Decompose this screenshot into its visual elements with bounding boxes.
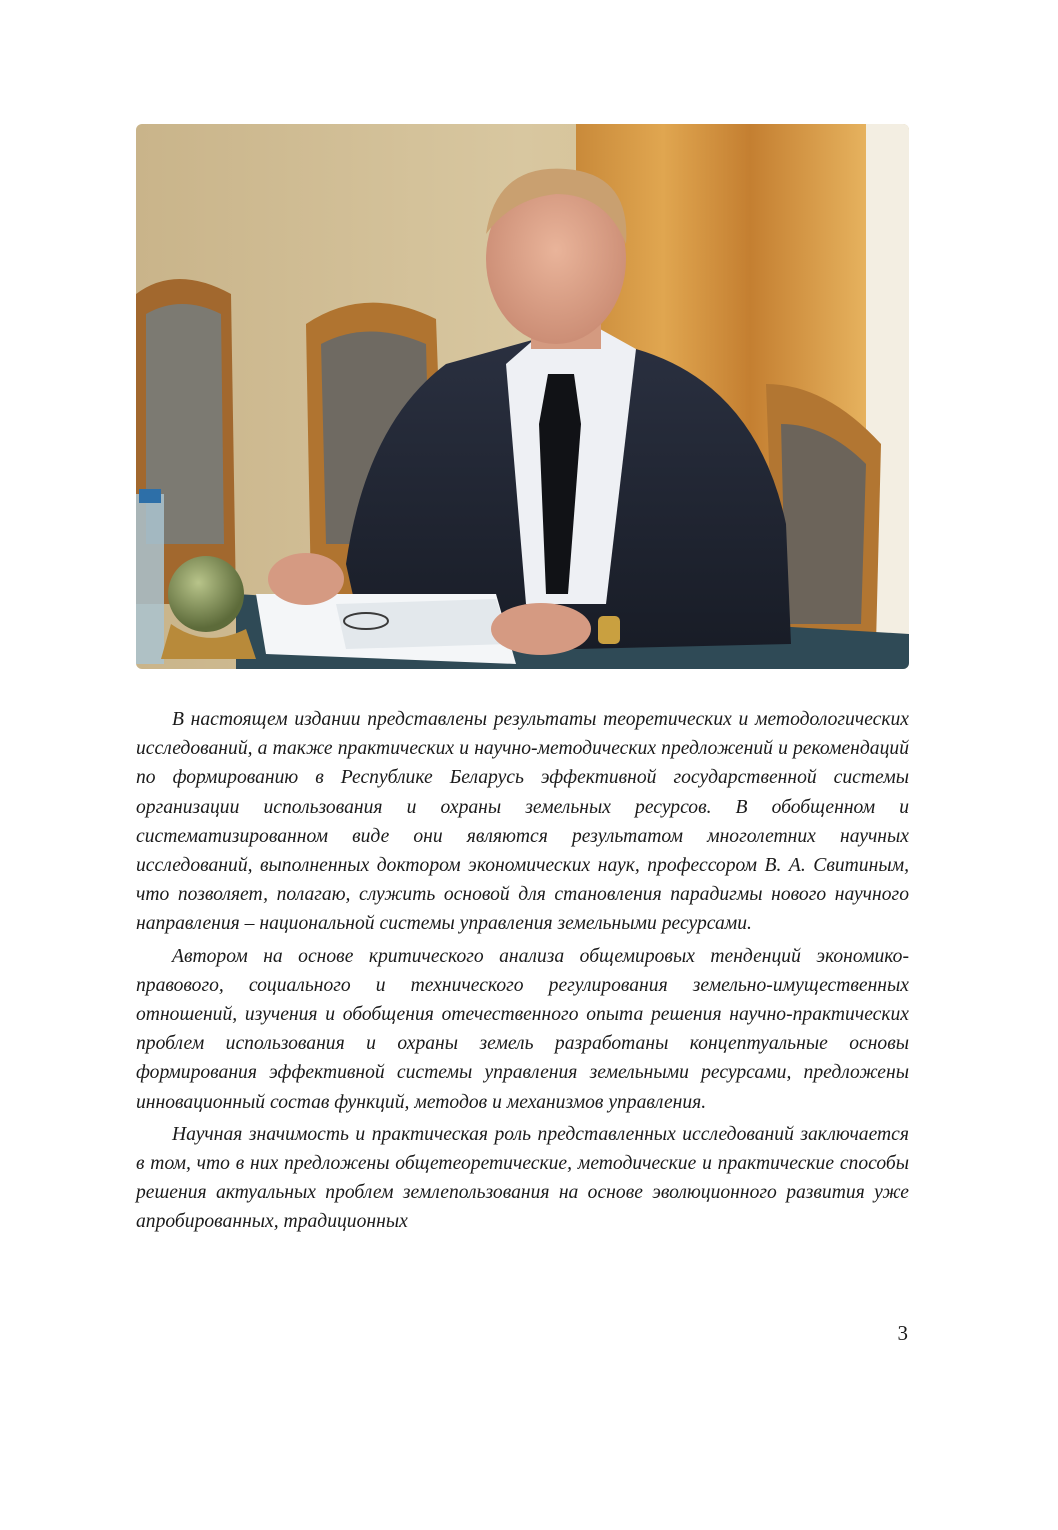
paragraph-2: Автором на основе критического анализа общемировых тенденций экономико-правового, социального и технического регулирования земельно-имущественных отношений, изучения и обобщения отечественного опыта решения научно-практических проблем использования и охраны земель разработаны концептуальные основы формирования эффективной системы управления земельными ресурсами, предложены инновационный состав функций, методов и механизмов управления. (136, 945, 909, 1113)
page-number: 3 (897, 1321, 908, 1345)
paragraph-1: В настоящем издании представлены результаты теоретических и методологических исследований, а также практических и научно-методических предложений и рекомендаций по формированию в Республике Беларусь эффективной государственной системы организации использования и охраны земельных ресурсов. В обобщенном и систематизированном виде они являются результатом многолетних научных исследований, выполненных доктором экономических наук, профессором В. А. Свитиным, что позволяет, полагаю, служить основой для становления парадигмы нового научного направления – национальной системы управления земельными ресурсами. (136, 709, 909, 935)
body-text (136, 705, 909, 1240)
paragraph-3: Научная значимость и практическая роль представленных исследований заключается в том, что в них предложены общетеоретические, методические и практические способы решения актуальных проблем землепользования на основе эволюционного развития уже апробированных, традиционных (136, 1123, 909, 1233)
portrait-photo (136, 124, 909, 669)
